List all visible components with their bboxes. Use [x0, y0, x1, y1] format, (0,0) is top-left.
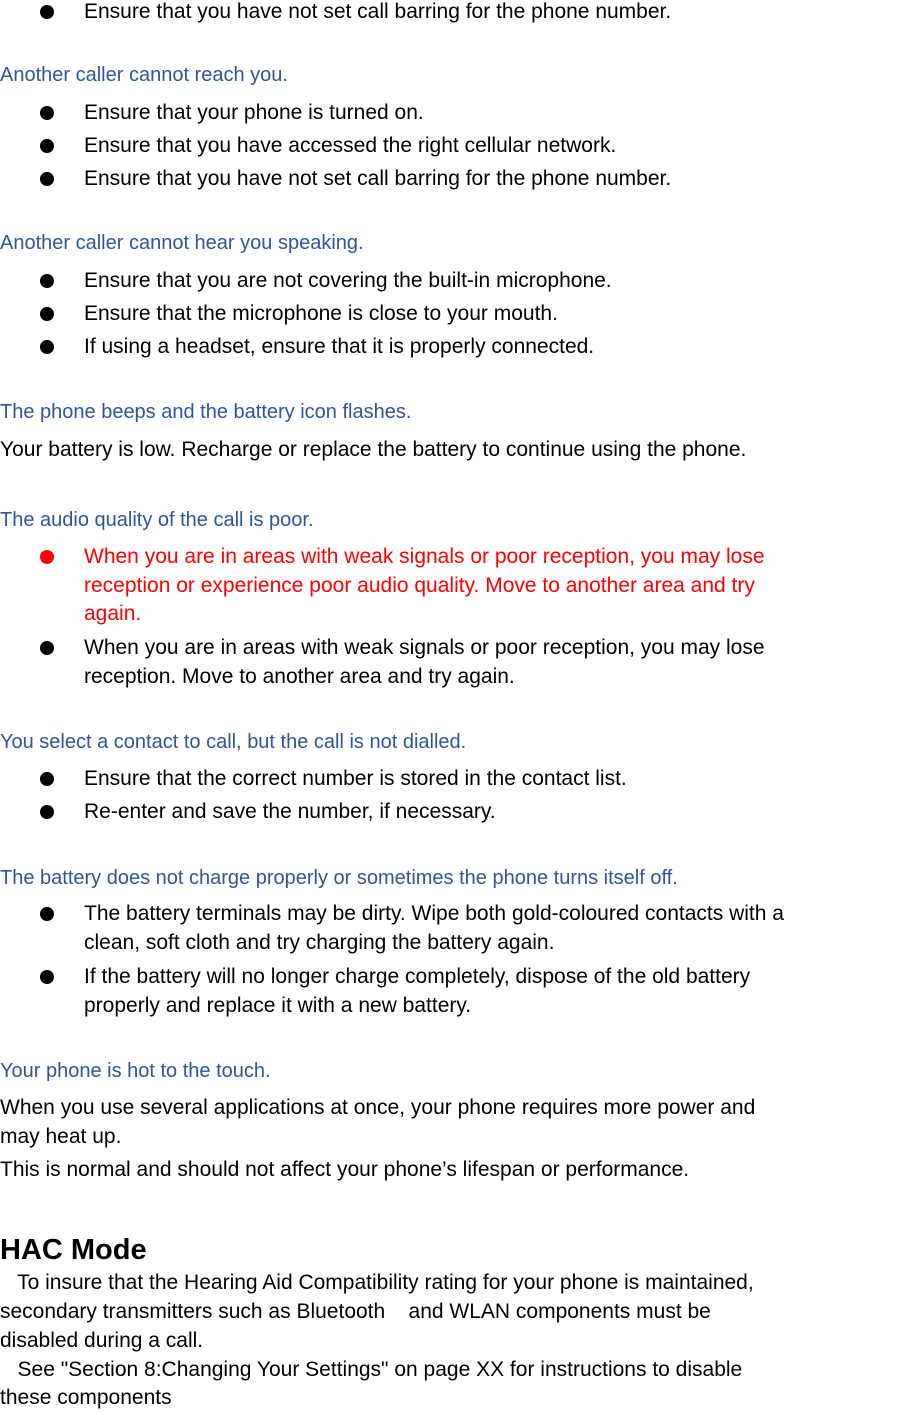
bullet-dot [40, 340, 54, 354]
list-item: Ensure that the correct number is stored in the contact list. [84, 767, 627, 790]
list-item-line: The battery terminals may be dirty. Wipe both gold-coloured contacts with a [84, 902, 784, 925]
hac-paragraph-line: disabled during a call. [0, 1329, 204, 1352]
list-item-line: properly and replace it with a new battery. [84, 994, 472, 1017]
bullet-dot [40, 139, 54, 153]
list-item: Ensure that you have not set call barring for the phone number. [84, 0, 672, 23]
list-item-line: If the battery will no longer charge completely, dispose of the old battery [84, 965, 751, 988]
hac-paragraph-line: secondary transmitters such as Bluetooth and WLAN components must be [0, 1300, 711, 1323]
list-item: Ensure that your phone is turned on. [84, 101, 424, 124]
bullet-dot [40, 307, 54, 321]
bullet-dot [40, 641, 54, 655]
list-item-line: clean, soft cloth and try charging the battery again. [84, 931, 555, 954]
list-item: Ensure that you have accessed the right cellular network. [84, 134, 617, 157]
section-heading: The phone beeps and the battery icon flashes. [0, 401, 412, 423]
list-item-line: reception. Move to another area and try again. [84, 665, 515, 688]
list-item: Ensure that you have not set call barring for the phone number. [84, 167, 672, 190]
section-heading: The battery does not charge properly or sometimes the phone turns itself off. [0, 867, 678, 889]
paragraph-line: When you use several applications at once, your phone requires more power and [0, 1096, 756, 1119]
bullet-dot [40, 550, 54, 564]
paragraph: Your battery is low. Recharge or replace the battery to continue using the phone. [0, 438, 747, 461]
bullet-dot [40, 907, 54, 921]
list-item-line: again. [84, 602, 142, 625]
hac-paragraph-line: these components [0, 1386, 172, 1409]
paragraph-line: may heat up. [0, 1125, 122, 1148]
bullet-dot [40, 274, 54, 288]
bullet-dot [40, 106, 54, 120]
section-heading: The audio quality of the call is poor. [0, 509, 314, 531]
bullet-dot [40, 172, 54, 186]
list-item: Ensure that you are not covering the built-in microphone. [84, 269, 612, 292]
hac-paragraph-line: To insure that the Hearing Aid Compatibility rating for your phone is maintained, [0, 1271, 754, 1294]
list-item: Re-enter and save the number, if necessary. [84, 800, 496, 823]
list-item: Ensure that the microphone is close to your mouth. [84, 302, 558, 325]
paragraph: This is normal and should not affect your phone’s lifespan or performance. [0, 1158, 690, 1181]
hac-paragraph-line: See "Section 8:Changing Your Settings" on page XX for instructions to disable [0, 1358, 743, 1381]
section-heading: You select a contact to call, but the call is not dialled. [0, 731, 467, 753]
section-heading: Your phone is hot to the touch. [0, 1060, 271, 1082]
section-heading: Another caller cannot hear you speaking. [0, 232, 364, 254]
list-item-line: When you are in areas with weak signals or poor reception, you may lose [84, 545, 765, 568]
list-item-line: reception or experience poor audio quality. Move to another area and try [84, 574, 755, 597]
bullet-dot [40, 805, 54, 819]
hac-mode-title: HAC Mode [0, 1234, 147, 1266]
list-item: If using a headset, ensure that it is properly connected. [84, 335, 595, 358]
bullet-dot [40, 5, 54, 19]
list-item-line: When you are in areas with weak signals or poor reception, you may lose [84, 636, 765, 659]
section-heading: Another caller cannot reach you. [0, 64, 288, 86]
bullet-dot [40, 772, 54, 786]
bullet-dot [40, 970, 54, 984]
